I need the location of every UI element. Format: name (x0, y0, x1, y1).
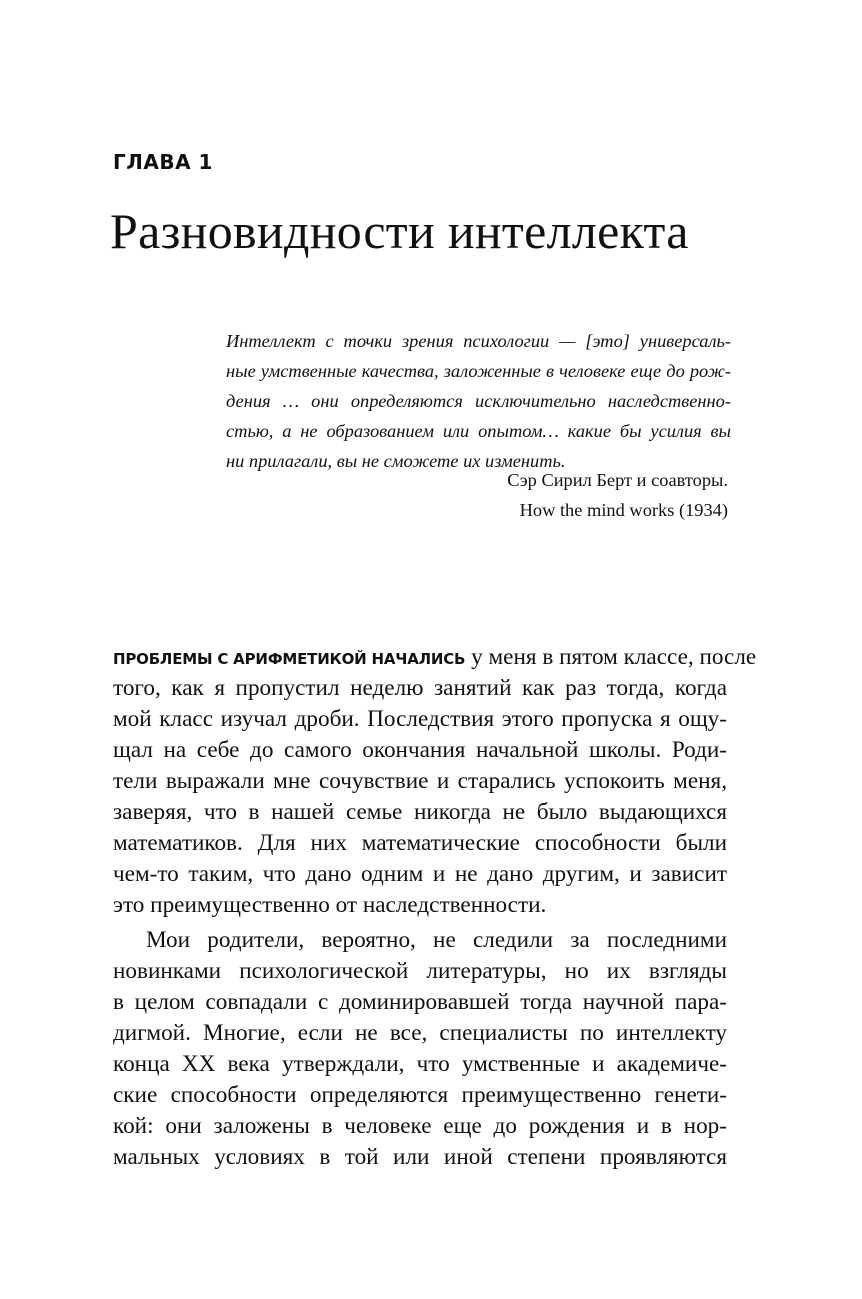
paragraph-line: новинками психологической литературы, но их взгляды (113, 957, 727, 984)
chapter-title: Разновидности интеллекта (110, 203, 689, 259)
paragraph-line: ские способности определяются преимущественно генети- (113, 1081, 727, 1108)
lead-in-small-caps: ПРОБЛЕМЫ С АРИФМЕТИКОЙ НАЧАЛИСЬ (113, 650, 466, 668)
body-text (113, 642, 757, 1173)
epigraph-line: Интеллект с точки зрения психологии — [это] универсаль- (226, 331, 731, 351)
paragraph-line: математиков. Для них математические способности были (113, 830, 727, 856)
epigraph-source-work: How the mind works (1934) (519, 500, 728, 520)
paragraph-line: мальных условиях в той или иной степени проявляются (113, 1143, 727, 1170)
epigraph-line: ни прилагали, вы не сможете их изменить. (226, 451, 566, 471)
paragraph-line: мой класс изучал дроби. Последствия этого пропуска я ощу- (113, 706, 727, 732)
epigraph-line: стью, а не образованием или опытом… какие бы усилия вы (226, 421, 731, 441)
paragraph-line: чем-то таким, что дано одним и не дано другим, и зависит (113, 861, 727, 887)
epigraph-attribution (226, 465, 728, 525)
paragraph-line: щал на себе до самого окончания начальной школы. Роди- (113, 737, 727, 763)
paragraph-line: в целом совпадали с доминировавшей тогда научной пара- (113, 988, 727, 1015)
paragraph-line: дигмой. Многие, если не все, специалисты по интеллекту (113, 1019, 727, 1046)
epigraph-line: дения … они определяются исключительно наследственно- (226, 391, 731, 411)
paragraph-line: конца XX века утверждали, что умственные и академиче- (113, 1050, 727, 1077)
paragraph-line: это преимущественно от наследственности. (113, 892, 547, 918)
paragraph-line: кой: они заложены в человеке еще до рождения и в нор- (113, 1112, 727, 1139)
paragraph-1-line-1 (113, 642, 757, 673)
paragraph-1-line-1-text: у меня в пятом классе, после (465, 644, 757, 670)
paragraph-line: заверяя, что в нашей семье никогда не было выдающихся (113, 799, 727, 825)
epigraph (226, 326, 731, 476)
chapter-label: ГЛАВА 1 (113, 150, 213, 174)
epigraph-source-author: Сэр Сирил Берт и соавторы. (507, 470, 728, 490)
paragraph-line: тели выражали мне сочувствие и старались успокоить меня, (113, 768, 727, 794)
paragraph-line: Мои родители, вероятно, не следили за последними (146, 926, 727, 953)
paragraph-line: того, как я пропустил неделю занятий как раз тогда, когда (113, 675, 727, 701)
epigraph-line: ные умственные качества, заложенные в человеке еще до рож- (226, 361, 731, 381)
